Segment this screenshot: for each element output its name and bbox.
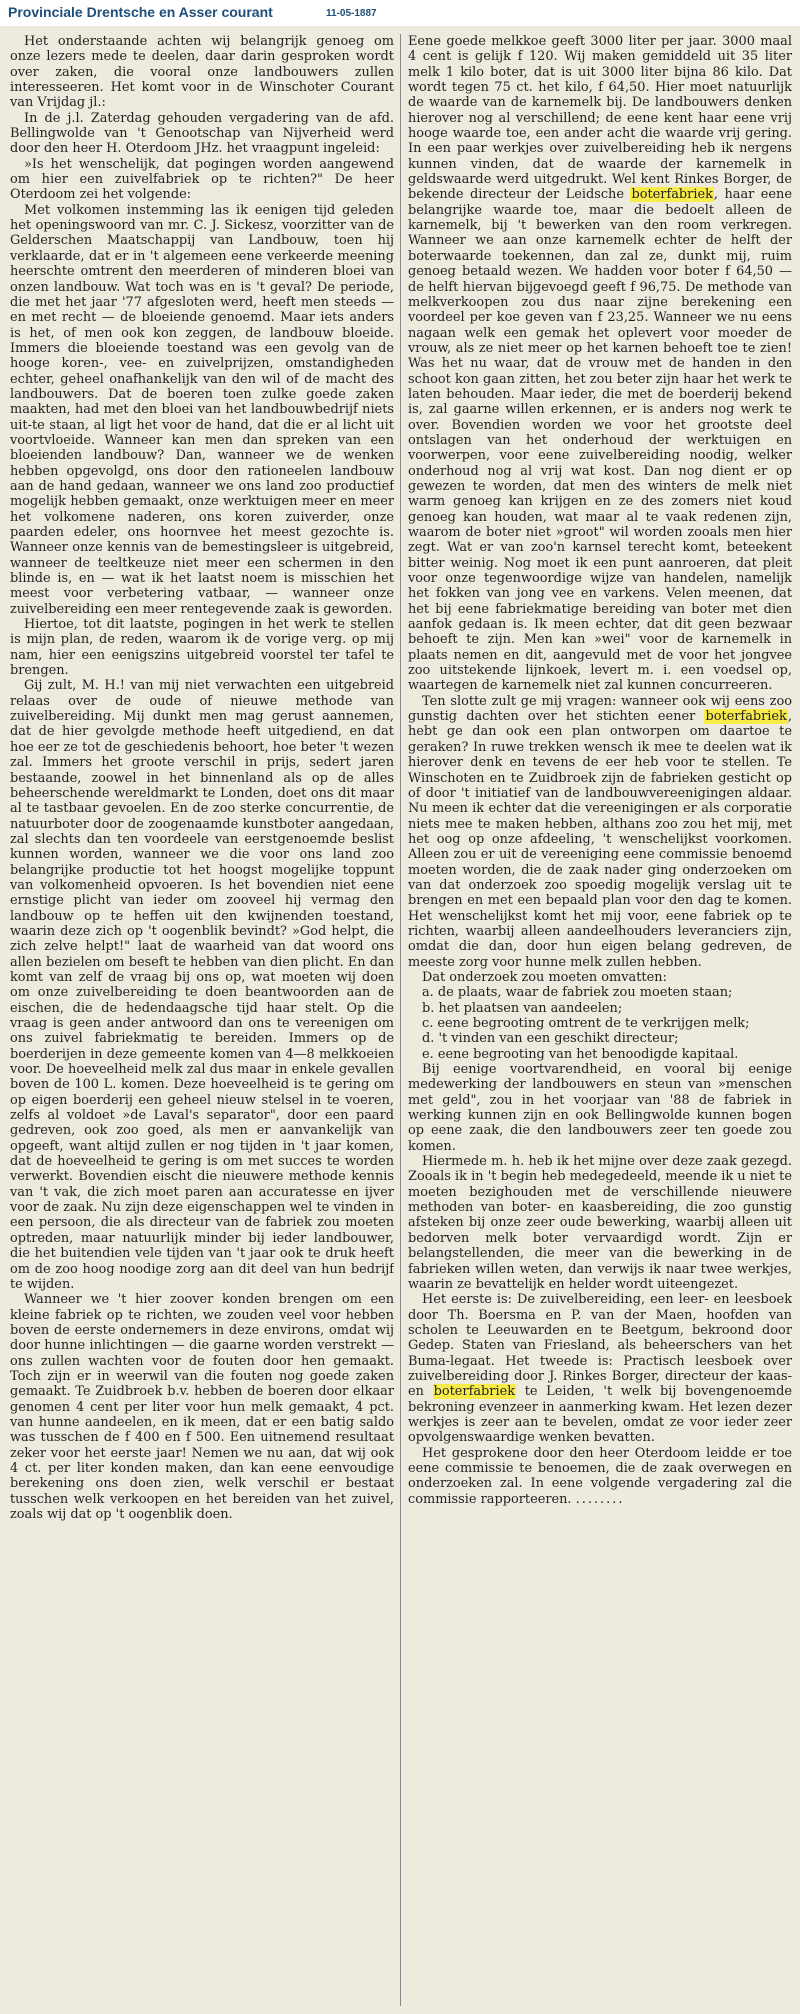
paragraph-text: Het gesprokene door den heer Oterdoom leidde er toe eene commissie te benoemen, die de zaak overwegen en onderzoeken zal. In eene volgende vergadering zal die commissie rapporteeren. [408, 1445, 792, 1507]
publication-date: 11-05-1887 [326, 8, 377, 19]
paragraph-text: Eene goede melkkoe geeft 3000 liter per jaar. 3000 maal 4 cent is gelijk f 120. Wij maken gemiddeld uit 35 liter melk 1 kilo boter, dat is uit 3000 liter bijna 86 kilo. Dat wordt tegen 75 ct. het kilo, f 64,50. Hier moet natuurlijk de waarde van de karnemelk bij. De landbouwers denken hierover nog al verschillend; de eene kent haar eene vrij hooge waarde toe, een ander acht die waarde vrij gering. In een paar werkjes over zuivelbereiding heb ik nergens kunnen vinden, dat de waarde der karnemelk in geldswaarde werd uitgedrukt. Wel kent Rinkes Borger, de bekende directeur der Leidsche [408, 34, 792, 203]
article-paragraph: Dat onderzoek zou moeten omvatten: [422, 969, 667, 985]
article-paragraph: Hiertoe, tot dit laatste, pogingen in het werk te stellen is mijn plan, de reden, waarom ik de vorige verg. op mij nam, hier een eenigszins uitgebreid voorstel ter tafel te brengen. [10, 617, 394, 679]
article-column-left [10, 34, 394, 2009]
article-paragraph: In de j.l. Zaterdag gehouden vergadering van de afd. Bellingwolde van 't Genootschap van Nijverheid werd door den heer H. Oterdoom JHz. het vraagpunt ingeleid: [10, 110, 394, 157]
column-divider [400, 34, 401, 2006]
viewer-header [0, 0, 800, 27]
list-item: e. eene begrooting van het benoodigde kapitaal. [422, 1046, 739, 1062]
article-paragraph: Met volkomen instemming las ik eenigen tijd geleden het openingswoord van mr. C. J. Sickesz, voorzitter van de Gelderschen Maatschappij van Landbouw, toen hij verklaarde, dat er in 't algemeen eene verkeerde meening heerschte omtrent den meerderen of minderen bloei van onzen landbouw. Wat toch was en is 't geval? De periode, die met het jaar '77 afgesloten werd, heeft men steeds — en met recht — de bloeiende genoemd. Maar iets anders is het, of men ook kon zeggen, de landbouw bloeide. Immers die bloeiende toestand was een gevolg van de hooge koren-, vee- en zuivelprijzen, omstandigheden echter, geheel onafhankelijk van den wil of de macht des landbouwers. Dat de boeren toen zulke goede zaken maakten, had met den bloei van het landbouwbedrijf niets uit-te staan, al ligt het voor de hand, dat die er al licht uit voortvloeide. Wanneer kan men dan spreken van een bloeienden landbouw? Dan, wanneer we de wenken hebben opgevolgd, ons door den rationeelen landbouw aan de hand gedaan, wanneer we ons land zoo productief mogelijk hebben gemaakt, onze werktuigen meer en meer het volkomene naderen, ons koren zuiverder, onze paarden edeler, ons hoornvee het meest gezochte is. Wanneer onze kennis van de bemestingsleer is uitgebreid, wanneer de teeltkeuze niet meer een schermen in den blinde is, en — wat ik het laatst noem is misschien het meest voor verbetering vatbaar, — wanneer onze zuivelbereiding een meer rentegevende zaak is geworden. [10, 202, 394, 617]
newspaper-title: Provinciale Drentsche en Asser courant [8, 4, 273, 20]
list-item: a. de plaats, waar de fabriek zou moeten staan; [422, 985, 733, 1001]
article-paragraph [408, 1292, 792, 1445]
article-paragraph: Bij eenige voortvarendheid, en vooral bij eenige medewerking der landbouwers en steun van »menschen met geld", zou in het voorjaar van '88 de fabriek in werking kunnen zijn en ook Bellingwolde kunnen bogen op eene zaak, die den landbouwers zeer ten goede zou komen. [408, 1062, 792, 1154]
list-item: d. 't vinden van een geschikt directeur; [422, 1031, 679, 1047]
article-paragraph [408, 34, 792, 694]
paragraph-text: Het eerste is: De zuivelbereiding, een leer- en leesboek door Th. Boersma en P. van der Maen, hoofden van scholen te Leeuwarden en te Beetgum, bekroond door Gedep. Staten van Friesland, als beheerschers van het Buma-legaat. Het tweede is: Practisch leesboek over zuivelbereiding door J. Rinkes Borger, directeur der kaas- en [408, 1292, 792, 1400]
paragraph-text: , haar eene belangrijke waarde toe, maar die bedoelt alleen de karnemelk, bij 't bewerken van den room verkregen. Wanneer we aan onze karnemelk echter de helft der boterwaarde toekennen, dan zal ze, dunkt mij, ruim genoeg betaald wezen. We hadden voor boter f 64,50 — de helft hiervan bijgevoegd geeft f 96,75. De methode van melkverkoopen zou dus naar zijne berekening een voordeel per koe geven van f 23,25. Wanneer we nu eens nagaan welk een gemak het oplevert voor moeder de vrouw, als ze niet meer op het karnen behoeft toe te zien! Was het nu waar, dat de vrouw met de handen in den schoot kon gaan zitten, het zou beter zijn haar het werk te laten behouden. Maar ieder, die met de boerderij bekend is, zal gaarne willen erkennen, er is anders nog werk te over. Bovendien worden we voor het grootste deel ontslagen van het onderhoud der werktuigen en voorwerpen, voor eene zuivelbereiding noodig, welker onderhoud nog al vrij wat kost. Dan nog dient er op gewezen te worden, dat men des winters de melk niet warm genoeg kan krijgen en ze des zomers niet koud genoeg kan houden, wat maar al te vaak redenen zijn, waarom de boter niet »groot" wil worden zooals men hier zegt. Wat er van zoo'n karnsel terecht komt, beteekent bitter weinig. Nog moet ik een punt aanroeren, dat pleit voor onze tegenwoordige wijze van handelen, namelijk het fokken van jong vee en varkens. Velen meenen, dat het bij eene fabriekmatige bereiding van boter met dien aanfok gedaan is. Ik meen echter, dat dit geen bezwaar behoeft te zijn. Men kan »wei" voor de karnemelk in plaats nemen en dit, aangevuld met de voor het jongvee zoo uitstekende lijnkoek, levert m. i. een voedsel op, waartegen de karnemelk niet zal kunnen concurreeren. [408, 187, 792, 694]
paragraph-text: te Leiden, 't welk bij bovengenoemde bekroning evenzeer in aanmerking kwam. Het lezen dezer werkjes is zeer aan te bevelen, omdat ze voor ieder zeer opvolgenswaardige wenken bevatten. [408, 1384, 792, 1446]
list-item: b. het plaatsen van aandeelen; [422, 1000, 623, 1016]
list-item: c. eene begrooting omtrent de te verkrijgen melk; [422, 1016, 750, 1031]
article-paragraph: »Is het wenschelijk, dat pogingen worden aangewend om hier een zuivelfabriek op te richten?" De heer Oterdoom zei het volgende: [10, 156, 394, 203]
article-paragraph [408, 1446, 792, 1507]
search-highlight: boterfabriek [631, 187, 713, 203]
article-paragraph: Wanneer we 't hier zoover konden brengen om een kleine fabriek op te richten, we zouden veel voor hebben boven de eerste ondernemers in deze environs, omdat wij door hunne inlichtingen — die gaarne worden verstrekt — ons zullen wachten voor de fouten door hen gemaakt. Toch zijn er in weerwil van die fouten nog goede zaken gemaakt. Te Zuidbroek b.v. hebben de boeren door elkaar genomen 4 cent per liter voor hun melk gemaakt, 4 pct. van hunne aandeelen, en ik meen, dat er een batig saldo was tusschen de f 400 en f 500. Een uitnemend resultaat zeker voor het eerste jaar! Nemen we nu aan, dat wij ook 4 ct. per liter konden maken, dan kan eene eenvoudige berekening ons doen zien, welk verschil er bestaat tusschen welk verkoopen en het bereiden van het zuivel, zoals wij dat op 't oogenblik doen. [10, 1292, 394, 1522]
article-column-right [408, 34, 792, 2009]
article-paragraph [408, 694, 792, 970]
article-paragraph: Hiermede m. h. heb ik het mijne over deze zaak gezegd. Zooals ik in 't begin heb medegedeeld, meende ik u niet te moeten bezighouden met de verschillende nieuwere methoden van boter- en kaasbereiding, die zoo gunstig afsteken bij onze zeer oude bewerking, waarbij alleen uit bedorven melk boter vervaardigd wordt. Zijn er belangstellenden, die meer van die bewerking in de fabrieken willen weten, dan verwijs ik naar twee werkjes, waarin ze bevattelijk en helder wordt uiteengezet. [408, 1154, 792, 1292]
search-highlight: boterfabriek [433, 1384, 516, 1400]
article-paragraph: Het onderstaande achten wij belangrijk genoeg om onze lezers mede te deelen, daar darin gesproken wordt over zaken, die vooral onze landbouwers zullen interesseeren. Het komt voor in de Winschoter Courant van Vrijdag jl.: [10, 34, 394, 111]
end-mark: ........ [575, 1491, 625, 1507]
paragraph-text: , hebt ge dan ook een plan ontworpen om daartoe te geraken? In ruwe trekken wensch ik mee te deelen wat ik hierover denk en tevens de eer heb voor te stellen. Te Winschoten en te Zuidbroek zijn de fabrieken gesticht op of door 't initiatief van de landbouwvereenigingen aldaar. Nu meen ik echter dat die vereenigingen er als corporatie niets mee te maken hebben, althans zoo zou het mij, met het oog op onze afdeeling, 't wenschelijkst voorkomen. Alleen zou er uit de vereeniging eene commissie benoemd moeten worden, die de zaak nader ging onderzoeken om van dat onderzoek zoo spoedig mogelijk verslag uit te brengen en met een bepaald plan voor den dag te komen. Het wenschelijkst komt het mij voor, eene fabriek op te richten, waarbij alleen aandeelhouders leveranciers zijn, omdat die dan, door hun eigen belang gedreven, de meeste zorg voor hunne melk zullen hebben. [408, 709, 792, 970]
article-paragraph: Gij zult, M. H.! van mij niet verwachten een uitgebreid relaas over de oude of nieuwe methode van zuivelbereiding. Mij dunkt men mag gerust aannemen, dat de hier gevolgde methode heeft uitgediend, en dat hoe eer ze tot de geschiedenis behoort, hoe beter 't wezen zal. Immers het groote verschil in prijs, sedert jaren bestaande, zoowel in het binnenland als op de alles beheerschende wereldmarkt te Londen, doet ons dit maar al te tastbaar gevoelen. En de zoo sterke concurrentie, de natuurboter door de zoogenaamde kunstboter aangedaan, zal slechts dan ten voordeele van eerstgenoemde beslist kunnen worden, wanneer we die voor ons land zoo belangrijke productie tot het hoogst mogelijke toppunt van volkomenheid opvoeren. Is het bovendien niet eene ernstige plicht van ieder om zooveel hij vermag den landbouw op te heffen uit den kwijnenden toestand, waarin deze zich op 't oogenblik bevindt? »God helpt, die zich zelve helpt!" laat de waarheid van dat woord ons allen bezielen om beseft te hebben van dien plicht. En dan komt van zelf de vraag bij ons op, wat moeten wij doen om onze zuivelbereiding te doen beantwoorden aan de eischen, die de hedendaagsche tijd haar stelt. Op die vraag is geen ander antwoord dan ons te vereenigen om ons zuivel fabriekmatig te bereiden. Immers op de boerderijen in deze gemeente komen van 4—8 melkkoeien voor. De hoeveelheid melk zal dus maar in enkele gevallen boven de 100 L. komen. Deze hoeveelheid is te gering om op eigen boerderij een geheel nieuw stelsel in te voeren, zelfs al voldoet »de Laval's separator", door een paard gedreven, ook zoo goed, als men er aanvankelijk van opgeeft, want altijd zullen er nog tijden in 't jaar komen, dat de hoeveelheid te gering is om met succes te worden verwerkt. Bovendien eischt die nieuwere methode kennis van 't vak, die zich moet paren aan accuratesse en ijver voor de zaak. Nu zijn deze eigenschappen wel te vinden in een persoon, die als directeur van de fabriek zou moeten optreden, maar natuurlijk minder bij ieder landbouwer, die het buitendien vele tijden van 't jaar ook te druk heeft om de zoo hoog noodige zorg aan dit deel van hun bedrijf te wijden. [10, 678, 394, 1292]
paragraph-text: Ten slotte zult ge mij vragen: wanneer ook wij eens zoo gunstig dachten over het stichten eener [408, 693, 792, 725]
search-highlight: boterfabriek [705, 709, 787, 725]
